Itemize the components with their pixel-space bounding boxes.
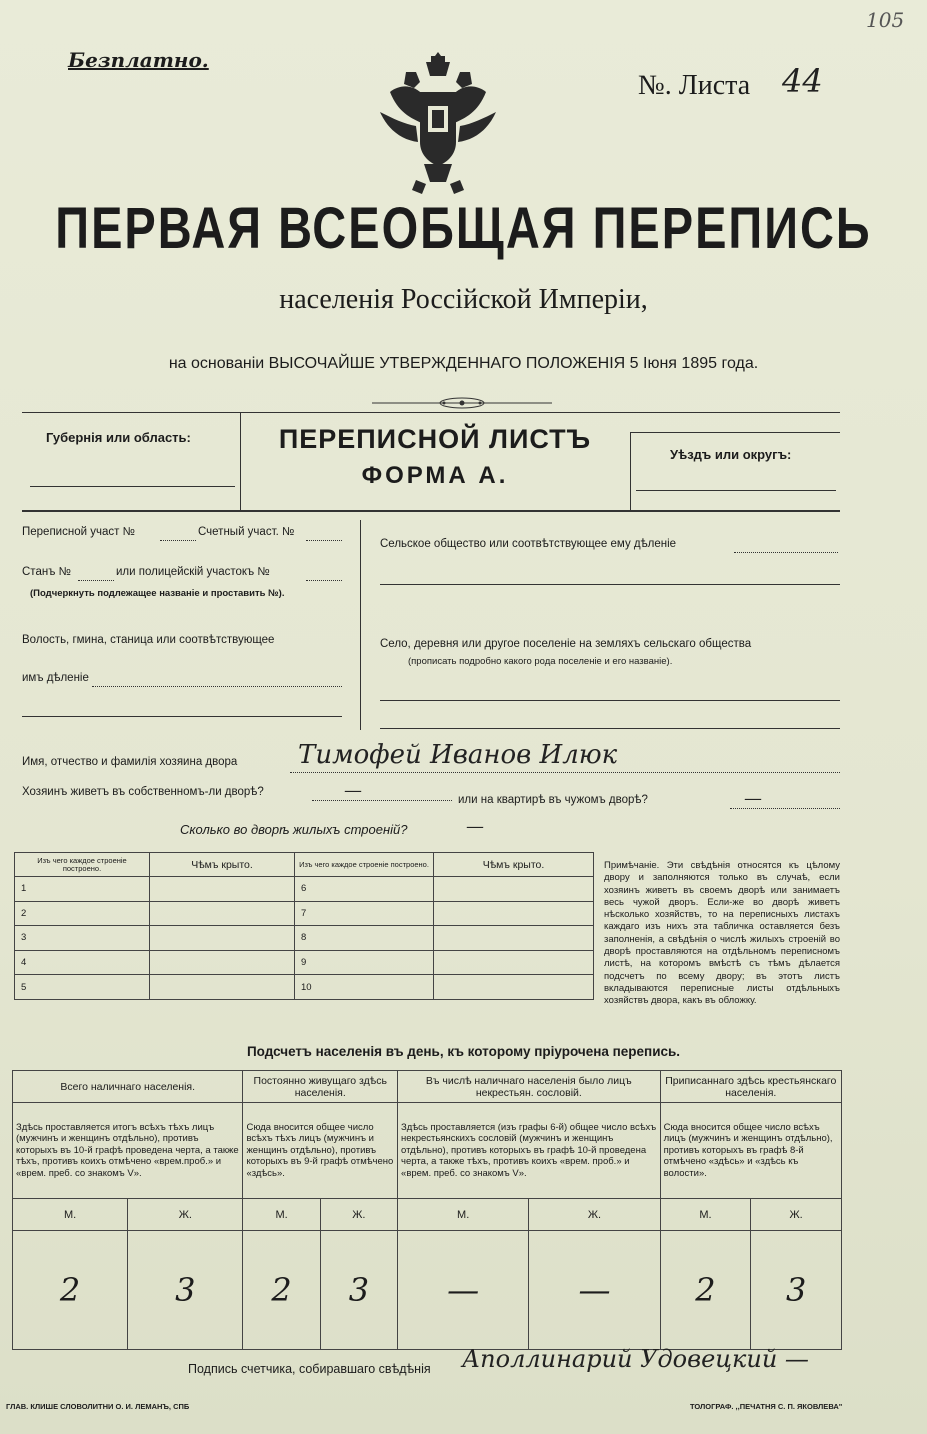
nonpeasant-male-value[interactable]: — bbox=[398, 1231, 529, 1350]
population-title: Подсчетъ населенія въ день, къ которому пріурочена перепись. bbox=[246, 1044, 681, 1059]
pop-col-permanent-note: Сюда вносится общее число всѣхъ тѣхъ лицъ (мужчинъ и женщинъ отдѣльно), противъ которыхъ въ 9-й графѣ отмѣчено «здѣсь». bbox=[243, 1103, 398, 1199]
police-field[interactable] bbox=[306, 580, 342, 581]
uezd-field[interactable] bbox=[636, 490, 836, 491]
volost-label: Волость, гмина, станица или соотвѣтствующее bbox=[22, 634, 275, 646]
row-num: 3 bbox=[15, 926, 150, 951]
page-subtitle: населенія Россійской Имперіи, bbox=[279, 284, 648, 315]
volost-label-2: имъ дѣленіе bbox=[22, 672, 89, 684]
roof-cell[interactable] bbox=[150, 901, 295, 926]
fields-divider bbox=[360, 520, 361, 730]
free-label: Безплатно. bbox=[68, 48, 209, 72]
owner-name-label: Имя, отчество и фамилія хозяина двора bbox=[22, 756, 238, 768]
underline-note: (Подчеркнуть подлежащее названіе и проставить №). bbox=[30, 588, 285, 599]
buildings-col-roof-right: Чѣмъ крыто. bbox=[434, 853, 594, 877]
row-num: 2 bbox=[15, 901, 150, 926]
peasant-female-value[interactable]: 3 bbox=[751, 1231, 842, 1350]
rent-value: — bbox=[744, 788, 762, 809]
village-note: (прописать подробно какого рода поселеніе и его названіе). bbox=[408, 656, 673, 667]
signature-value: Аполлинарий Удовецкий — bbox=[462, 1345, 809, 1373]
buildings-row bbox=[15, 926, 594, 951]
corner-number: 105 bbox=[866, 8, 905, 32]
volost-field[interactable] bbox=[92, 686, 342, 687]
pop-col-nonpeasant-header: Въ числѣ наличнаго населенія было лицъ некрестьян. сословій. bbox=[398, 1071, 661, 1103]
ornament-divider bbox=[372, 396, 552, 410]
page-title: ПЕРВАЯ ВСЕОБЩАЯ ПЕРЕПИСЬ bbox=[55, 194, 872, 261]
stan-label: Станъ № bbox=[22, 566, 71, 578]
buildings-table bbox=[14, 852, 594, 1000]
row-num: 10 bbox=[295, 975, 434, 1000]
row-num: 5 bbox=[15, 975, 150, 1000]
female-label: Ж. bbox=[751, 1199, 842, 1231]
male-label: М. bbox=[13, 1199, 128, 1231]
buildings-label: Сколько во дворѣ жилыхъ строеній? bbox=[180, 822, 408, 837]
buildings-col-material-left: Изъ чего каждое строеніе построено. bbox=[15, 853, 150, 877]
pop-col-total-note: Здѣсь проставляется итогъ всѣхъ тѣхъ лицъ (мужчинъ и женщинъ отдѣльно), противъ которыхъ въ 10-й графѣ проведена черта, а также тѣхъ, противъ коихъ отмѣчено «врем.проб.» и «врем. преб. со знакомъ V». bbox=[13, 1103, 243, 1199]
gubernia-label: Губернія или область: bbox=[46, 430, 191, 445]
roof-cell[interactable] bbox=[150, 950, 295, 975]
police-label: или полицейскій участокъ № bbox=[116, 566, 270, 578]
legal-basis: на основаніи ВЫСОЧАЙШЕ УТВЕРЖДЕННАГО ПОЛОЖЕНІЯ 5 Іюня 1895 года. bbox=[168, 355, 759, 372]
header-right-divider bbox=[630, 432, 631, 512]
roof-cell[interactable] bbox=[150, 926, 295, 951]
roof-cell[interactable] bbox=[434, 877, 594, 902]
printer-imprint-left: ГЛАВ. КЛИШЕ СЛОВОЛИТНИ О. И. ЛЕМАНЪ, СПБ bbox=[6, 1402, 190, 1411]
printer-imprint-right: ТОЛОГРАФ. ,,ПЕЧАТНЯ С. П. ЯКОВЛЕВА" bbox=[690, 1402, 843, 1411]
header-top-rule bbox=[22, 412, 840, 413]
row-num: 9 bbox=[295, 950, 434, 975]
female-label: Ж. bbox=[529, 1199, 660, 1231]
uchast-label: Переписной участ № bbox=[22, 526, 135, 538]
village-label: Село, деревня или другое поселеніе на земляхъ сельскаго общества bbox=[380, 638, 752, 650]
female-label: Ж. bbox=[128, 1199, 243, 1231]
pop-col-permanent-header: Постоянно живущаго здѣсь населенія. bbox=[243, 1071, 398, 1103]
row-num: 1 bbox=[15, 877, 150, 902]
buildings-col-roof-left: Чѣмъ крыто. bbox=[150, 853, 295, 877]
gubernia-field[interactable] bbox=[30, 486, 235, 487]
double-headed-eagle-emblem bbox=[376, 52, 500, 202]
society-label: Сельское общество или соотвѣтствующее ему дѣленіе bbox=[380, 538, 677, 550]
uezd-label: Уѣздъ или округъ: bbox=[670, 447, 792, 462]
own-yard-label: Хозяинъ живетъ въ собственномъ-ли дворѣ? bbox=[22, 786, 264, 798]
pop-col-total-header: Всего наличнаго населенія. bbox=[13, 1071, 243, 1103]
row-num: 8 bbox=[295, 926, 434, 951]
signature-label: Подпись счетчика, собиравшаго свѣдѣнія bbox=[188, 1362, 431, 1376]
roof-cell[interactable] bbox=[150, 877, 295, 902]
total-female-value[interactable]: 3 bbox=[128, 1231, 243, 1350]
owner-name-value: Тимофей Иванов Илюк bbox=[298, 740, 618, 770]
roof-cell[interactable] bbox=[434, 950, 594, 975]
permanent-female-value[interactable]: 3 bbox=[320, 1231, 397, 1350]
header-right-top bbox=[630, 432, 840, 433]
own-yard-value: — bbox=[344, 780, 362, 801]
roof-cell[interactable] bbox=[434, 975, 594, 1000]
buildings-col-material-right: Изъ чего каждое строеніе построено. bbox=[295, 853, 434, 877]
sheet-number-value: 44 bbox=[782, 62, 823, 100]
roof-cell[interactable] bbox=[150, 975, 295, 1000]
nonpeasant-female-value[interactable]: — bbox=[529, 1231, 660, 1350]
own-yard-field[interactable] bbox=[312, 800, 452, 801]
form-subtitle: ФОРМА А. bbox=[361, 462, 509, 489]
volost-field-2[interactable] bbox=[22, 716, 342, 717]
form-title: ПЕРЕПИСНОЙ ЛИСТЪ bbox=[278, 424, 592, 454]
pop-col-nonpeasant-note: Здѣсь проставляется (изъ графы 6-й) общее число всѣхъ некрестьянскихъ сословій (мужчинъ и женщинъ отдѣльно), противъ которыхъ въ графѣ 10-й проведена черта, а также тѣхъ, противъ коихъ «врем. проб.» и «врем. преб. со знакомъ V». bbox=[398, 1103, 661, 1199]
male-label: М. bbox=[243, 1199, 320, 1231]
total-male-value[interactable]: 2 bbox=[13, 1231, 128, 1350]
village-field[interactable] bbox=[380, 700, 840, 701]
peasant-male-value[interactable]: 2 bbox=[660, 1231, 751, 1350]
owner-name-field[interactable] bbox=[290, 772, 840, 773]
pop-col-peasant-note: Сюда вносится общее число всѣхъ лицъ (мужчинъ и женщинъ отдѣльно), противъ которыхъ въ графѣ 8-й отмѣчено «здѣсь» и «здѣсь къ волости». bbox=[660, 1103, 841, 1199]
buildings-row bbox=[15, 901, 594, 926]
population-table bbox=[12, 1070, 842, 1350]
society-field-2[interactable] bbox=[380, 584, 840, 585]
header-bottom-rule bbox=[22, 510, 840, 512]
roof-cell[interactable] bbox=[434, 901, 594, 926]
row-num: 7 bbox=[295, 901, 434, 926]
buildings-row bbox=[15, 877, 594, 902]
village-field-2[interactable] bbox=[380, 728, 840, 729]
buildings-note: Примѣчаніе. Эти свѣдѣнія относятся къ цѣлому двору и заполняются только въ случаѣ, если хозяинъ живетъ въ своемъ дворѣ или занимаетъ весь чужой дворъ. Если-же во дворѣ живетъ нѣсколько хозяйствъ, то на переписныхъ листахъ каждаго изъ нихъ эта табличка оставляется безъ заполненія, а свѣдѣнія о числѣ жилыхъ строеній во дворѣ проставляются на отдѣльномъ переписномъ листѣ, на которомъ вмѣстѣ съ тѣмъ дѣлается подсчетъ по всему двору; въ этотъ листъ вкладываются переписные листы отдѣльныхъ хозяйствъ двора, какъ въ обложку. bbox=[604, 860, 840, 1007]
buildings-row bbox=[15, 975, 594, 1000]
society-field[interactable] bbox=[734, 552, 838, 553]
pop-col-peasant-header: Приписаннаго здѣсь крестьянскаго населенія. bbox=[660, 1071, 841, 1103]
uchast-field[interactable] bbox=[160, 540, 196, 541]
male-label: М. bbox=[660, 1199, 751, 1231]
schetny-label: Счетный участ. № bbox=[198, 526, 295, 538]
row-num: 4 bbox=[15, 950, 150, 975]
schetny-field[interactable] bbox=[306, 540, 342, 541]
stan-field[interactable] bbox=[78, 580, 114, 581]
sheet-number-label: №. Листа bbox=[638, 70, 751, 101]
female-label: Ж. bbox=[320, 1199, 397, 1231]
row-num: 6 bbox=[295, 877, 434, 902]
permanent-male-value[interactable]: 2 bbox=[243, 1231, 320, 1350]
male-label: М. bbox=[398, 1199, 529, 1231]
rent-label: или на квартирѣ въ чужомъ дворѣ? bbox=[458, 794, 648, 806]
buildings-row bbox=[15, 950, 594, 975]
buildings-value: — bbox=[466, 816, 484, 837]
roof-cell[interactable] bbox=[434, 926, 594, 951]
